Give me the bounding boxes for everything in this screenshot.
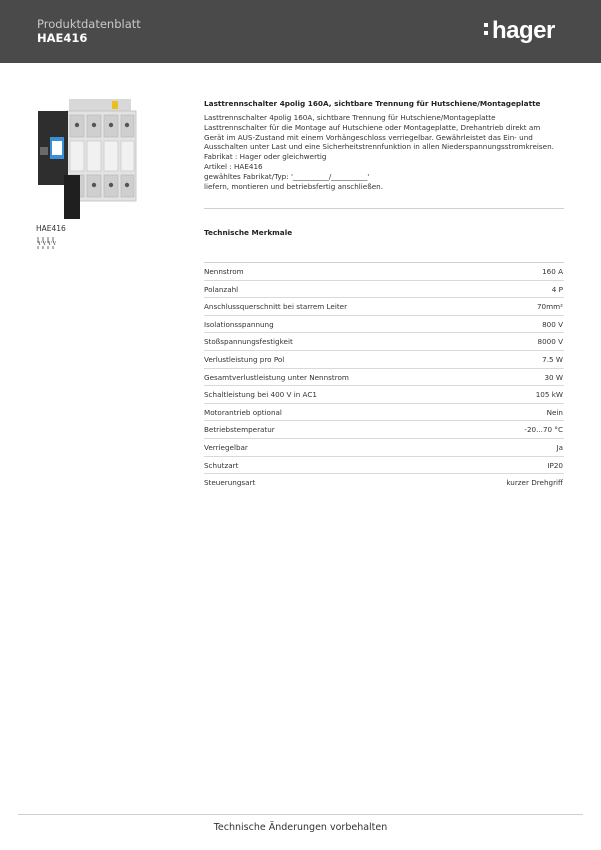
spec-row bbox=[204, 474, 564, 491]
description-line: gewähltes Fabrikat/Typ: '__________/__________' bbox=[204, 171, 370, 181]
logo-text: hager bbox=[492, 17, 555, 44]
article-code: HAE416 bbox=[36, 224, 66, 233]
spec-row bbox=[204, 404, 564, 422]
spec-value: Nein bbox=[546, 407, 563, 417]
spec-name: Anschlussquerschnitt bei starrem Leiter bbox=[204, 302, 348, 312]
spec-name: Polanzahl bbox=[204, 284, 239, 294]
spec-row bbox=[204, 316, 564, 334]
specs-table bbox=[204, 262, 564, 491]
spec-name: Verriegelbar bbox=[204, 442, 248, 452]
description-title: Lasttrennschalter 4polig 160A, sichtbare Trennung für Hutschiene/Montageplatte bbox=[204, 99, 541, 108]
spec-name: Steuerungsart bbox=[204, 478, 256, 488]
spec-name: Stoßspannungsfestigkeit bbox=[204, 337, 293, 347]
description-line: Gerät im AUS-Zustand mit einem Vorhängeschloss verriegelbar. Gewährleistet das Ein- und bbox=[204, 132, 533, 142]
spec-name: Verlustleistung pro Pol bbox=[204, 354, 285, 364]
spec-value: 160 A bbox=[542, 267, 563, 276]
spec-value: 7.5 W bbox=[542, 354, 563, 364]
footer-divider bbox=[18, 814, 583, 815]
spec-name: Motorantrieb optional bbox=[204, 407, 282, 417]
footer-note: Technische Änderungen vorbehalten bbox=[213, 822, 388, 833]
description-line: Fabrikat : Hager oder gleichwertig bbox=[204, 152, 327, 162]
spec-value: 105 kW bbox=[535, 390, 563, 400]
spec-row bbox=[204, 263, 564, 281]
spec-row bbox=[204, 421, 564, 439]
spec-name: Schutzart bbox=[204, 460, 239, 470]
spec-row bbox=[204, 351, 564, 369]
spec-name: Nennstrom bbox=[204, 267, 244, 276]
specs-section-title: Technische Merkmale bbox=[204, 228, 293, 237]
spec-row bbox=[204, 457, 564, 475]
document-type-label: Produktdatenblatt bbox=[37, 17, 141, 31]
spec-value: 800 V bbox=[542, 319, 563, 329]
spec-row bbox=[204, 333, 564, 351]
section-divider bbox=[204, 208, 564, 209]
spec-value: 30 W bbox=[544, 372, 563, 382]
product-code-title: HAE416 bbox=[37, 31, 88, 45]
spec-value: IP20 bbox=[547, 460, 563, 470]
spec-name: Gesamtverlustleistung unter Nennstrom bbox=[204, 372, 349, 382]
spec-row bbox=[204, 386, 564, 404]
page-header bbox=[0, 0, 601, 63]
description-line: Lasttrennschalter für die Montage auf Hutschiene oder Montageplatte, Drehantrieb direkt am bbox=[204, 122, 541, 132]
spec-row bbox=[204, 439, 564, 457]
spec-value: kurzer Drehgriff bbox=[506, 478, 563, 488]
description-text bbox=[204, 113, 569, 191]
spec-value: Ja bbox=[556, 442, 563, 452]
description-line: Lasttrennschalter 4polig 160A, sichtbare Trennung für Hutschiene/Montageplatte bbox=[204, 113, 496, 122]
spec-name: Schaltleistung bei 400 V in AC1 bbox=[204, 390, 317, 400]
description-line: Artikel : HAE416 bbox=[204, 161, 263, 171]
spec-name: Isolationsspannung bbox=[204, 319, 274, 329]
spec-value: -20...70 °C bbox=[524, 425, 563, 435]
spec-value: 8000 V bbox=[537, 337, 563, 347]
spec-row bbox=[204, 281, 564, 299]
hager-logo bbox=[492, 17, 555, 45]
four-pole-switch-symbol-icon bbox=[36, 236, 58, 250]
description-line: Ausschalten unter Last und eine Sicherheitstrennfunktion in allen Niederspannungsstromkreisen. bbox=[204, 142, 554, 152]
switch-disconnector-image bbox=[36, 97, 142, 219]
spec-row bbox=[204, 369, 564, 387]
spec-name: Betriebstemperatur bbox=[204, 425, 275, 435]
spec-value: 70mm² bbox=[536, 302, 563, 312]
logo-dots-icon bbox=[484, 23, 488, 36]
spec-value: 4 P bbox=[551, 284, 563, 294]
description-line: liefern, montieren und betriebsfertig anschließen. bbox=[204, 181, 383, 191]
spec-row bbox=[204, 298, 564, 316]
